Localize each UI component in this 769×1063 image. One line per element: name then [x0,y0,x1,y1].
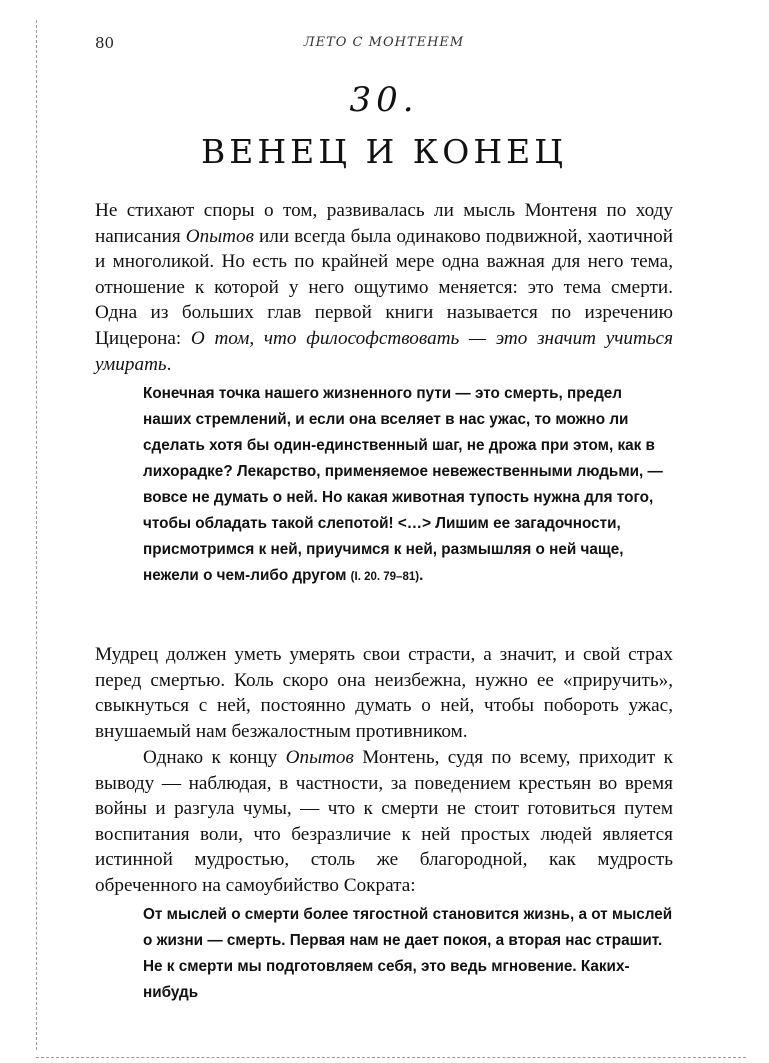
text-run: Однако к концу [143,747,286,768]
chapter-number: 30. [349,80,419,120]
text-run: Не стихают споры о том, развивалась ли мысль Монтеня по ходу написания [95,200,673,247]
chapter-title: ВЕНЕЦ И КОНЕЦ [201,132,567,171]
text-run: . [419,567,424,584]
text-run: Монтень, судя по всему, приходит к выводу — наблюдая, в частности, за поведением крестьян во время войны и разгула чумы, — что к смерти не стоит готовиться путем воспитания воли, что безразличие к ней простых людей является истинной мудростью, столь же благородной, как мудрость обреченного на самоубийство Сократа: [95,747,673,896]
crop-mark-left [36,20,37,1050]
text-run: . [166,353,172,375]
block-quote-1 [143,381,673,590]
text-run: или всегда была одинаково подвижной, хаотичной и многоликой. Но есть по крайней мере одна важная для него тема, отношение к которой у него ощутимо меняется: это тема смерти. Одна из больших глав первой книги называется по изречению Цицерона: [95,225,673,349]
book-title-italic: Опытов [285,747,354,768]
running-title: ЛЕТО С МОНТЕНЕМ [303,35,465,50]
quote-title-italic: О том, что философствовать — это значит учиться умирать [95,327,673,375]
book-title-italic: Опытов [185,225,254,247]
paragraph-conclusion [95,745,673,899]
crop-mark-bottom [36,1057,746,1058]
paragraph-sage: Мудрец должен уметь умерять свои страсти, а значит, и свой страх перед смертью. Коль скоро она неизбежна, нужно ее «приручить», свыкнуться с ней, постоянно думать о ней, чтобы побороть ужас, внушаемый нам безжалостным противником. [95,644,673,742]
page-number: 80 [95,34,115,52]
paragraph-intro [95,198,673,377]
quote-reference: (I. 20. 79–81) [350,571,420,583]
quote-text: Конечная точка нашего жизненного пути — это смерть, предел наших стремлений, и если она вселяет в нас ужас, то можно ли сделать хотя бы один-единственный шаг, не дрожа при этом, как в лихорадке? Лекарство, применяемое невежественными людьми, — вовсе не думать о ней. Но какая животная тупость нужна для того, чтобы обладать такой слепотой! <…> Лишим ее загадочности, присмотримся к ней, приучимся к ней, размышляя о ней чаще, нежели о чем-либо другом [143,385,663,584]
block-quote-2: От мыслей о смерти более тягостной становится жизнь, а от мыслей о жизни — смерть. Первая нам не дает покоя, а вторая нас страшит. Не к смерти мы подготовляем себя, это ведь мгновение. Каких-нибудь [143,906,673,1001]
